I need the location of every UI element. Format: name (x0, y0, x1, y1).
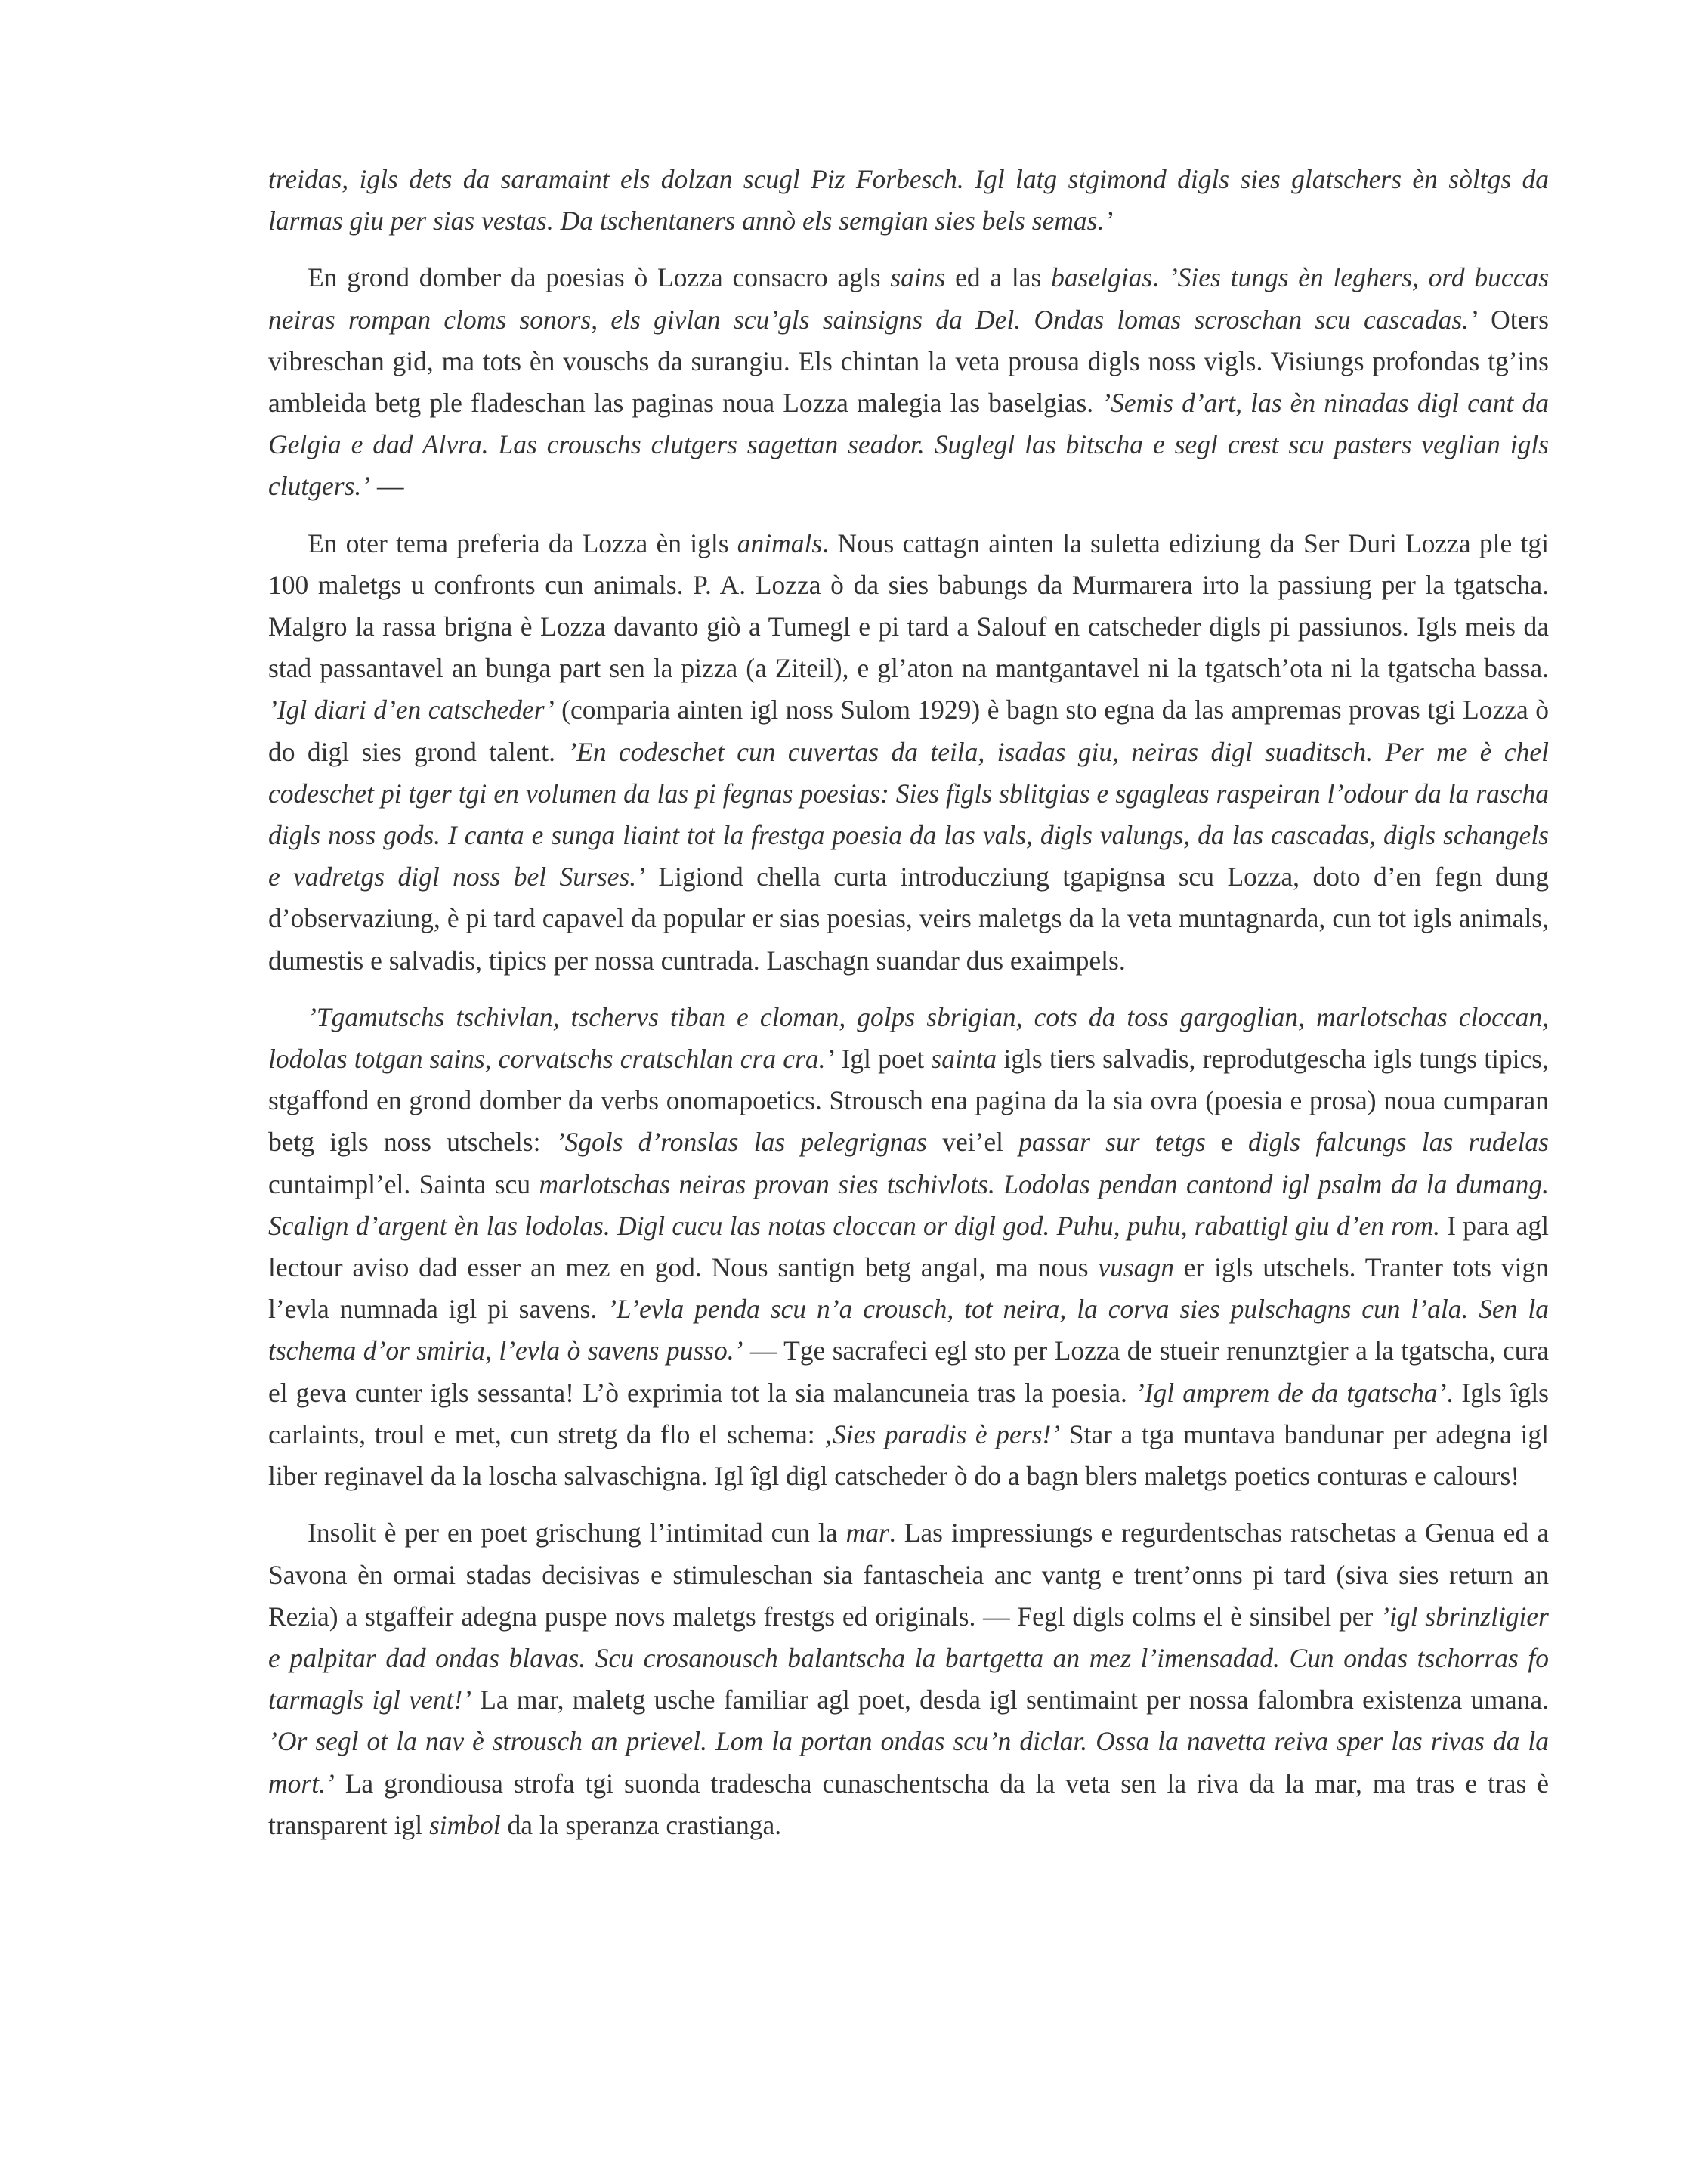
paragraph-5-segment: ’igl sbrinzligier e palpitar dad ondas blavas. Scu crosanousch balantscha la bartgetta an mez l’imensadad. Cun ondas tschorras fo tarmagls igl vent!’ (268, 1601, 1549, 1715)
paragraph-5 (268, 1512, 1549, 1846)
paragraph-5-segment: La mar, maletg usche familiar agl poet, desda igl sentimaint per nossa falombra existenza umana. (471, 1684, 1549, 1715)
paragraph-5-segment: mar (845, 1517, 889, 1548)
paragraph-2-segment: En grond domber da poesias ò Lozza consacro agls (308, 262, 891, 293)
paragraph-4-segment: ’L’evla penda scu n’a crousch, tot neira, la corva sies pulschagns cun l’ala. Sen la tschema d’or smiria, l’evla ò savens pusso.’ (268, 1294, 1550, 1366)
paragraph-3-segment: ’Igl diari d’en catscheder’ (268, 694, 555, 725)
paragraph-2-segment: Oters vibreschan gid, ma tots èn vouschs da surangiu. Els chintan la veta prousa digls noss vigls. Visiungs profondas tg’ins ambleida betg ple fladeschan las paginas noua Lozza malegia las baselgias. (268, 304, 1550, 419)
paragraph-2-segment: ’Semis d’art, las èn ninadas digl cant da Gelgia e dad Alvra. Las crouschs clutgers sagettan seador. Suglegl las bitscha e segl crest scu pasters veglian igls clutgers.’ (268, 388, 1549, 502)
paragraph-5-segment: simbol (428, 1809, 501, 1840)
paragraph-4-segment: vei’el (926, 1127, 1019, 1158)
paragraph-4-segment: Star a tga muntava bandunar per adegna igl liber reginavel da la loscha salvaschigna. Igl îgl digl catscheder ò do a bagn blers maletgs poetics conturas e calours! (268, 1418, 1549, 1492)
paragraph-4-segment: digls falcungs las rudelas (1248, 1127, 1549, 1158)
paragraph-4-segment: ’Igl amprem de da tgatscha’ (1135, 1377, 1447, 1408)
paragraph-2 (268, 257, 1549, 507)
paragraph-2-segment: baselgias (1051, 262, 1153, 293)
paragraph-4-segment: cuntaimpl’el. Sainta scu (268, 1168, 539, 1199)
paragraph-4-segment: e (1205, 1127, 1249, 1158)
paragraph-3-segment: Ligiond chella curta introducziung tgapignsa scu Lozza, doto d’en fegn dung d’observaziung, è pi tard capavel da popular er sias poesias, veirs maletgs da la veta muntagnarda, cun tot igls animals, dumestis e salvadis, tipics per nossa cuntrada. Laschagn suandar dus exaimpels. (268, 862, 1549, 976)
paragraph-2-segment: sains (890, 262, 946, 293)
paragraph-3-segment: (comparia ainten igl noss Sulom 1929) è bagn sto egna da las ampremas provas tgi Lozza ò do digl sies grond talent. (268, 694, 1549, 767)
paragraph-3-segment: animals (737, 527, 823, 558)
paragraph-5-segment: da la speranza crastianga. (500, 1809, 782, 1840)
page-text-body (268, 159, 1549, 1861)
paragraph-3-segment: En oter tema preferia da Lozza èn igls (308, 527, 737, 558)
paragraph-3-segment: ’En codeschet cun cuvertas da teila, isadas giu, neiras digl suaditsch. Per me è chel codeschet pi tger tgi en volumen da las pi fegnas poesias: Sies figls sblitgias e sgagleas raspeiran l’odour da la rascha digls noss gods. I canta e sunga liaint tot la frestga poesia da las vals, digls valungs, da las cascadas, digls schangels e vadretgs digl noss bel Surses.’ (268, 736, 1549, 892)
paragraph-4-segment: er igls utschels. Tranter tots vign l’evla numnada igl pi savens. (268, 1252, 1549, 1325)
paragraph-4-segment: ’Sgols d’ronslas las pelegrignas (555, 1127, 927, 1158)
paragraph-1 (268, 159, 1549, 242)
paragraph-5-segment: Insolit è per en poet grischung l’intimitad cun la (308, 1517, 846, 1548)
paragraph-4-segment: I para agl lectour aviso dad esser an mez en god. Nous santign betg angal, ma nous (268, 1210, 1549, 1283)
paragraph-2-segment: . (1152, 262, 1169, 293)
paragraph-4-segment: passar sur tetgs (1018, 1127, 1206, 1158)
paragraph-4 (268, 997, 1549, 1497)
paragraph-2-segment: ’Sies tungs èn leghers, ord buccas neiras rompan cloms sonors, els givlan scu’gls sainsigns da Del. Ondas lomas scroschan scu cascadas.’ (268, 262, 1550, 335)
paragraph-4-segment: — Tge sacrafeci egl sto per Lozza de stueir renunztgier a la tgatscha, cura el geva cunter igls sessanta! L’ò exprimia tot la sia malancuneia tras la poesia. (268, 1335, 1549, 1408)
paragraph-3-segment: . Nous cattagn ainten la suletta ediziung da Ser Duri Lozza ple tgi 100 maletgs u confronts cun animals. P. A. Lozza ò da sies babungs da Murmarera irto la passiung per la tgatscha. Malgro la rassa brigna è Lozza davanto giò a Tumegl e pi tard a Salouf en catscheder digls pi passiunos. Igls meis da stad passantavel an bunga part sen la pizza (a Ziteil), e gl’aton na mantgantavel ni la tgatsch’ota ni la tgatscha bassa. (268, 527, 1549, 684)
paragraph-4-segment: sainta (931, 1044, 997, 1075)
paragraph-5-segment: La grondiousa strofa tgi suonda tradescha cunaschentscha da la veta sen la riva da la mar, ma tras e tras è transparent igl (268, 1768, 1549, 1840)
paragraph-4-segment: ‚Sies paradis è pers!’ (824, 1418, 1061, 1449)
paragraph-5-segment: ’Or segl ot la nav è strousch an prievel. Lom la portan ondas scu’n diclar. Ossa la navetta reiva sper las rivas da la mort.’ (268, 1726, 1549, 1799)
paragraph-2-segment: — (370, 471, 404, 502)
paragraph-5-segment: . Las impressiungs e regurdentschas ratschetas a Genua ed a Savona èn ormai stadas decisivas e stimuleschan sia fantascheia anc vantg e trent’onns pi tard (siva sies return an Rezia) a stgaffeir adegna puspe novs maletgs frestgs ed originals. — Fegl digls colms el è sinsibel per (268, 1517, 1549, 1632)
paragraph-1-segment: treidas, igls dets da saramaint els dolzan scugl Piz Forbesch. Igl latg stgimond digls sies glatschers èn sòltgs da larmas giu per sias vestas. Da tschentaners annò els semgian sies bels semas.’ (268, 164, 1549, 237)
paragraph-3 (268, 523, 1549, 982)
paragraph-4-segment: igls tiers salvadis, reprodutgescha igls tungs tipics, stgaffond en grond domber da verbs onomapoetics. Strousch ena pagina da la sia ovra (poesia e prosa) noua cumparan betg igls noss utschels: (268, 1044, 1549, 1158)
paragraph-2-segment: ed a las (945, 262, 1052, 293)
paragraph-4-segment: Igl poet (834, 1044, 932, 1075)
paragraph-4-segment: . Igls îgls carlaints, troul e met, cun stretg da flo el schema: (268, 1377, 1550, 1449)
paragraph-4-segment: vusagn (1098, 1252, 1174, 1283)
paragraph-4-segment: ’Tgamutschs tschivlan, tschervs tiban e cloman, golps sbrigian, cots da toss gargoglian, marlotschas cloccan, lodolas totgan sains, corvatschs cratschlan cra cra.’ (268, 1001, 1549, 1075)
paragraph-4-segment: marlotschas neiras provan sies tschivlots. Lodolas pendan cantond igl psalm da la dumang. Scalign d’argent èn las lodolas. Digl cucu las notas cloccan or digl god. Puhu, puhu, rabattigl giu d’en rom. (268, 1168, 1549, 1241)
